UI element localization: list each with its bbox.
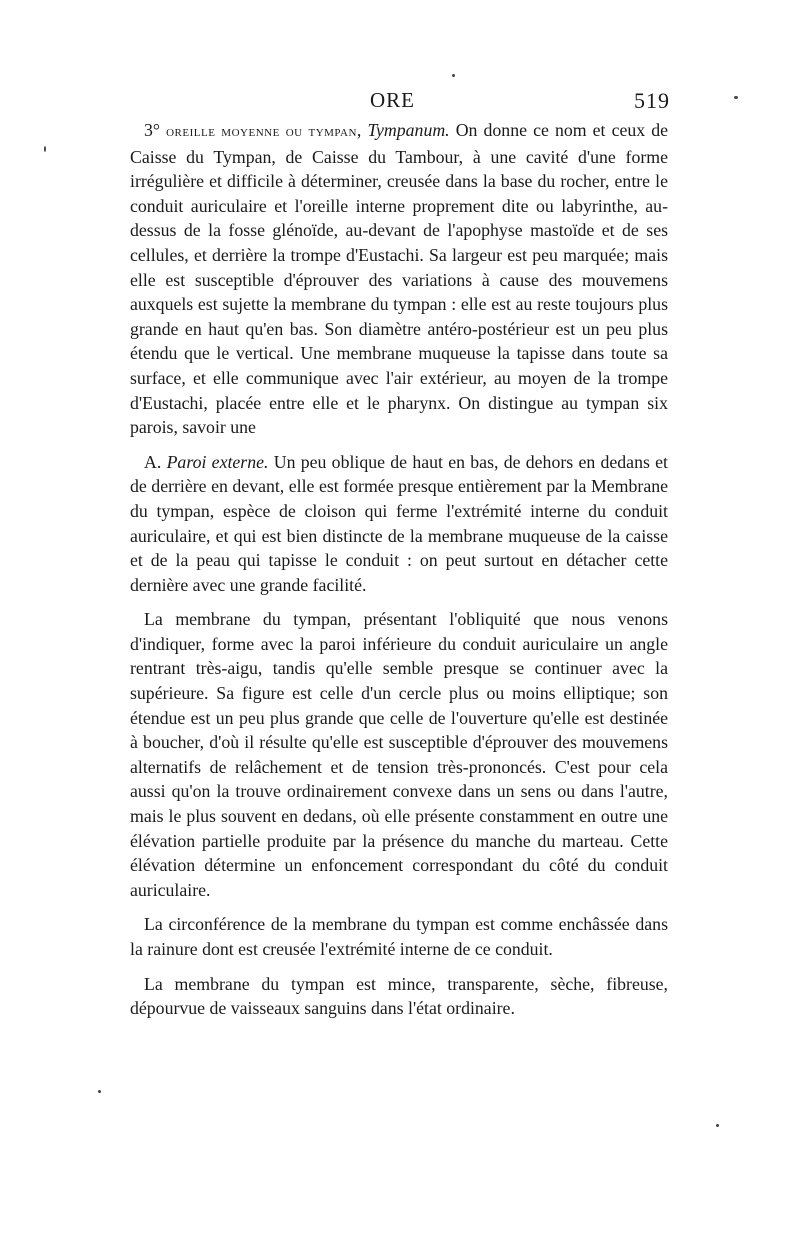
paragraph-text: La membrane du tympan est mince, transparente, sèche, fibreuse, dépourvue de vaisseaux sanguins dans l'état ordinaire. bbox=[130, 973, 668, 1019]
paragraph-paroi-externe bbox=[130, 450, 668, 598]
scan-speck bbox=[98, 1090, 101, 1093]
paragraph-membrane-mince bbox=[130, 972, 668, 1021]
page-header bbox=[130, 88, 670, 120]
running-head: ORE bbox=[370, 88, 415, 112]
paragraph-text: La membrane du tympan, présentant l'obliquité que nous venons d'indiquer, forme avec la paroi inférieure du conduit auriculaire un angle rentrant très-aigu, tandis qu'elle semble presque se continuer avec la supérieure. Sa figure est celle d'un cercle plus ou moins elliptique; son étendue est un peu plus grande que celle de l'ouverture qu'elle est destinée à boucher, d'où il résulte qu'elle est susceptible d'éprouver des mouvemens alternatifs de relâchement et de tension très-prononcés. C'est pour cela aussi qu'on la trouve ordinairement convexe dans un sens ou dans l'autre, mais le plus souvent en dedans, où elle présente constamment en outre une élévation partielle produite par la présence du manche du marteau. Cette élévation détermine un enfoncement correspondant du côté du conduit auriculaire. bbox=[130, 609, 668, 900]
page-number: 519 bbox=[634, 88, 670, 113]
section-number: 3° bbox=[144, 120, 167, 140]
paragraph-text: On donne ce nom et ceux de Caisse du Tympan, de Caisse du Tambour, à une cavité d'une forme irrégulière et difficile à déterminer, creusée dans la base du rocher, entre le conduit auriculaire et l'oreille interne proprement dite ou labyrinthe, au-dessus de la fosse glénoïde, au-devant de l'apophyse mastoïde et de ses cellules, et derrière la trompe d'Eustachi. Sa largeur est peu marquée; mais elle est susceptible d'éprouver des variations à cause des mouvemens auxquels est sujette la membrane du tympan : elle est au reste toujours plus grande en haut qu'en bas. Son diamètre antéro-postérieur est un peu plus étendu que le vertical. Une membrane muqueuse la tapisse dans toute sa surface, et elle communique avec l'air extérieur, au moyen de la trompe d'Eustachi, placée entre elle et le pharynx. On distingue au tympan six parois, savoir une bbox=[130, 120, 668, 438]
section-heading-separator: , bbox=[356, 120, 368, 140]
paragraph-text: Un peu oblique de haut en bas, de dehors en dedans et de derrière en devant, elle est formée presque entièrement par la Membrane du tympan, espèce de cloison qui ferme l'extrémité interne du conduit auriculaire, et qui est bien distincte de la membrane muqueuse de la caisse et de la peau qui tapisse le conduit : on peut surtout en détacher cette dernière avec une grande facilité. bbox=[130, 451, 668, 595]
subsection-title: Paroi externe. bbox=[166, 451, 269, 472]
scan-speck bbox=[734, 96, 738, 99]
paragraph-membrane bbox=[130, 607, 668, 902]
scan-speck bbox=[716, 1124, 719, 1127]
latin-term: Tympanum. bbox=[367, 120, 450, 140]
paragraph-circonference bbox=[130, 912, 668, 961]
paragraph-text: La circonférence de la membrane du tympan est comme enchâssée dans la rainure dont est creusée l'extrémité interne de ce conduit. bbox=[130, 914, 668, 959]
subsection-letter: A. bbox=[144, 451, 167, 472]
body-text bbox=[130, 118, 668, 1021]
section-heading: oreille moyenne ou tympan bbox=[166, 124, 357, 140]
scan-speck bbox=[452, 74, 455, 77]
scan-speck bbox=[44, 146, 46, 152]
paragraph-oreille-moyenne bbox=[130, 118, 668, 440]
